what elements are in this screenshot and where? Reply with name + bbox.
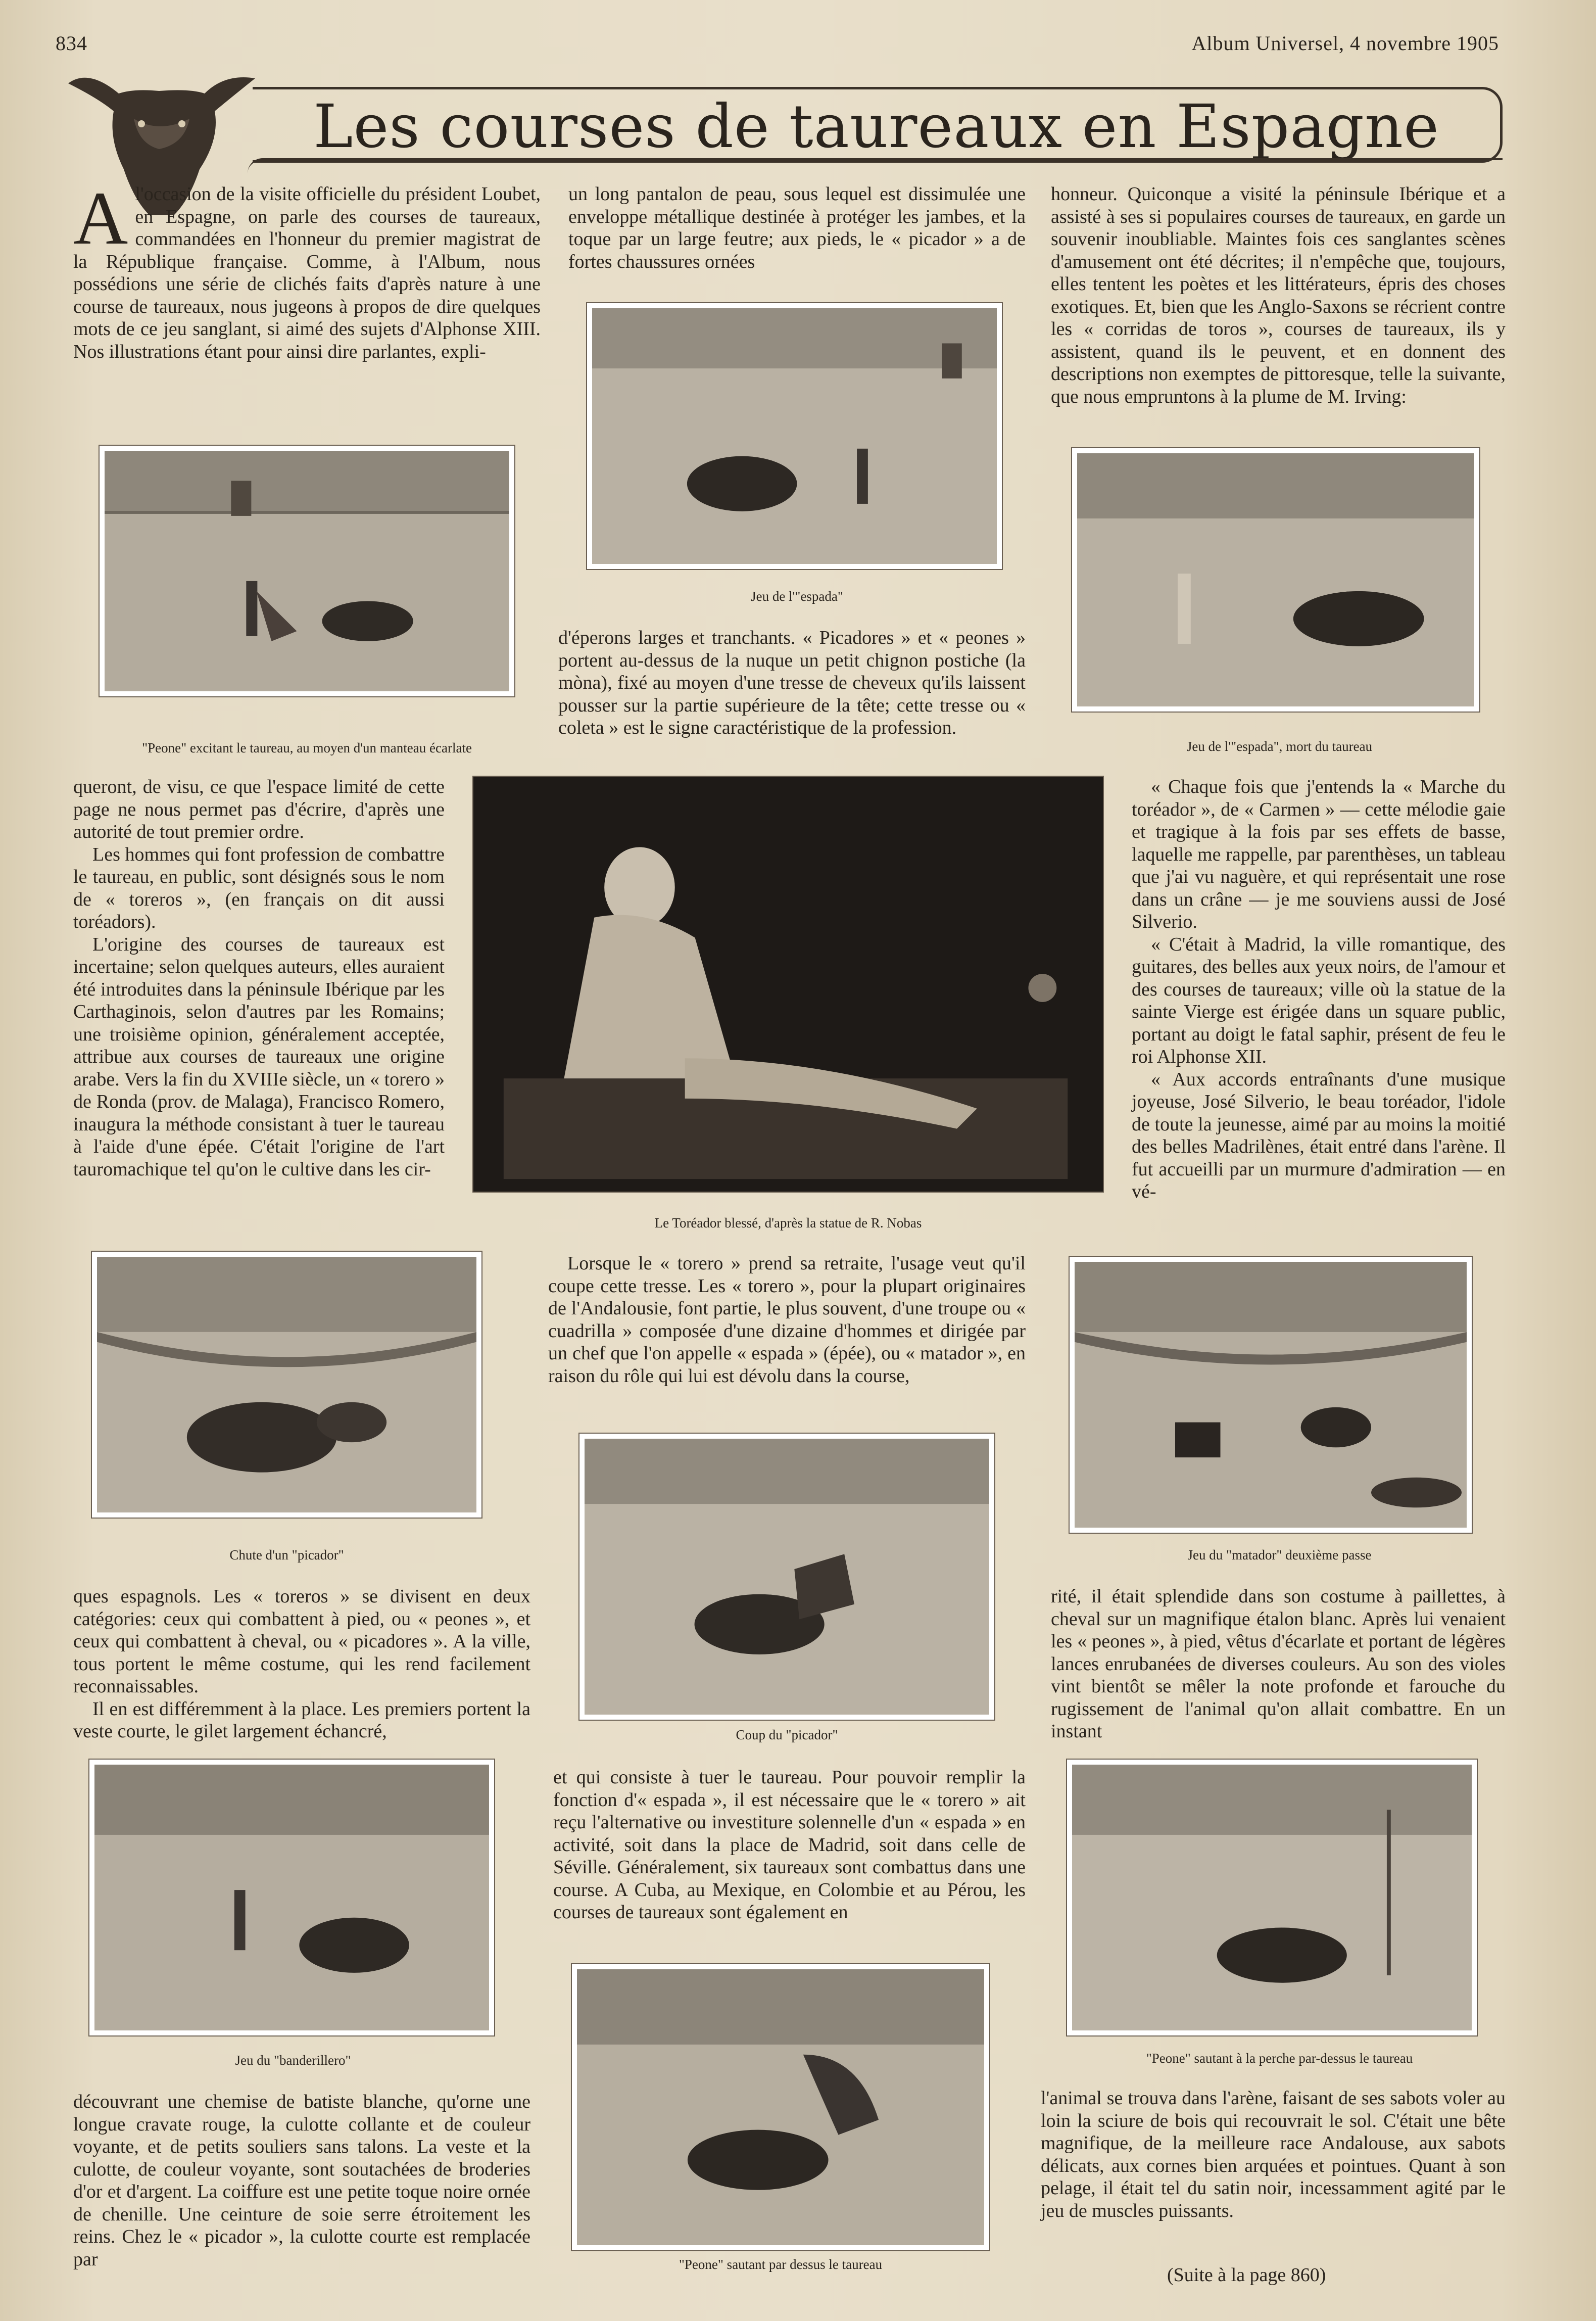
issue-date: Album Universel, 4 novembre 1905 — [1191, 32, 1499, 55]
column-left-third — [73, 1585, 530, 1747]
paragraph: Les hommes qui font profession de combattre le taureau, en public, sont désignés sous le nom de « toreros », (en français on dit aussi toréadors). — [73, 843, 445, 932]
caption: "Peone" sautant à la perche par-dessus le taureau — [1146, 2051, 1413, 2066]
photo-peone-manteau — [99, 445, 515, 697]
caption: Jeu de l'"espada", mort du taureau — [1186, 739, 1373, 754]
column-middle-first — [568, 183, 1026, 284]
paragraph: un long pantalon de peau, sous lequel est dissimulée une enveloppe métallique destinée à protéger les jambes, et la toque par un large feutre; aux pieds, le « picador » a de fortes chaussures ornées — [568, 183, 1026, 272]
column-right-first — [1051, 183, 1506, 436]
paragraph: ques espagnols. Les « toreros » se divisent en deux catégories: ceux qui combattent à pied, ou « peones », et ceux qui combattent à cheval, ou « picadores ». A la ville, tous portent le même costume, qui les rend facilement reconnaissables. — [73, 1586, 530, 1697]
caption: "Peone" sautant par dessus le taureau — [679, 2257, 883, 2272]
caption: "Peone" excitant le taureau, au moyen d'un manteau écarlate — [142, 740, 472, 755]
caption: Le Toréador blessé, d'après la statue de R. Nobas — [654, 1215, 922, 1230]
column-right-fourth — [1041, 2087, 1506, 2249]
photo-peone-saut — [571, 1963, 990, 2251]
paragraph: l'occasion de la visite officielle du président Loubet, en Espagne, on parle des courses de taureaux, commandées en l'honneur du premier magistrat de la République française. Comme, à l'Album, nous possédions une série de clichés faits d'après nature à une course de taureaux, nous jugeons à propos de dire quelques mots de ce jeu sanglant, si aimé des sujets d'Alphonse XIII. Nos illustrations étant pour ainsi dire parlantes, expli- — [73, 183, 541, 362]
title-frame — [253, 87, 1503, 163]
caption: Chute d'un "picador" — [229, 1547, 344, 1562]
paragraph: « Aux accords entraînants d'une musique joyeuse, José Silverio, le beau toréador, l'idole de toute la jeunesse, aimé par au moins la moitié des belles Madrilènes, était entré dans l'arène. Il fut accueilli par un murmure d'admiration — en vé- — [1132, 1068, 1506, 1202]
photo-banderillero — [88, 1759, 495, 2036]
paragraph: rité, il était splendide dans son costume à paillettes, à cheval sur un magnifique étalon blanc. Après lui venaient les « peones », à pied, vêtus d'écarlate et portant de légères lances enrubanées de diverses couleurs. Au son des violes vint bientôt se mêler la note profonde et farouche du rugissement de l'animal qu'on allait combattre. En un instant — [1051, 1586, 1506, 1742]
paragraph: Il en est différemment à la place. Les premiers portent la veste courte, le gilet largement échancré, — [73, 1698, 530, 1742]
paragraph: découvrant une chemise de batiste blanche, qu'orne une longue cravate rouge, la culotte collante et de couleur voyante, et de petits souliers sans talons. La veste et la culotte, de couleur voyante, sont soutachées de broderies d'or et d'argent. La coiffure est une petite toque noire ornée de chenille. Une ceinture de soie serre étroitement les reins. Chez le « picador », la culotte courte est remplacée par — [73, 2091, 530, 2270]
column-left-fourth — [73, 2091, 530, 2283]
photo-espada-mort — [1071, 447, 1480, 713]
continuation-note: (Suite à la page 860) — [1167, 2264, 1326, 2286]
photo-peone-perche — [1066, 1759, 1478, 2036]
column-right-second — [1132, 776, 1506, 1241]
column-left-intro — [73, 176, 541, 425]
column-middle-third — [548, 1252, 1026, 1424]
column-right-third — [1051, 1585, 1506, 1747]
paragraph: queront, de visu, ce que l'espace limité de cette page ne nous permet pas d'écrire, d'après une autorité de tout premier ordre. — [73, 776, 445, 842]
column-middle-second — [558, 627, 1026, 758]
photo-chute-picador — [91, 1251, 482, 1519]
paragraph: « C'était à Madrid, la ville romantique, des guitares, des belles aux yeux noirs, de l'amour et des courses de taureaux; ville où la statue de la sainte Vierge est érigée dans un square public, portant au doigt le fatal saphir, présent de feu le roi Alphonse XII. — [1132, 933, 1506, 1067]
paragraph: L'origine des courses de taureaux est incertaine; selon quelques auteurs, elles auraient été introduites dans la péninsule Ibérique par les Carthaginois, selon d'autres par les Romains; une troisième opinion, généralement acceptée, attribue aux courses de taureaux une origine arabe. Vers la fin du XVIIIe siècle, un « torero » de Ronda (prov. de Malaga), Francisco Romero, inaugura la méthode consistant à tuer le taureau à l'aide d'une épée. C'était l'origine de l'art tauromachique tel qu'on le cultive dans les cir- — [73, 933, 445, 1180]
column-middle-fourth — [553, 1766, 1026, 1958]
photo-toreador-blesse — [472, 776, 1104, 1193]
paragraph: Lorsque le « torero » prend sa retraite, l'usage veut qu'il coupe cette tresse. Les « torero », pour la plupart originaires de l'Andalousie, font partie, le plus souvent, d'une troupe ou « cuadrilla » composée d'une dizaine d'hommes et dirigée par un chef que l'on appelle « espada » (épée), ou « matador », en raison du rôle qui lui est dévolu dans la course, — [548, 1253, 1026, 1387]
caption: Jeu du "banderillero" — [235, 2053, 351, 2068]
paragraph: et qui consiste à tuer le taureau. Pour pouvoir remplir la fonction d'« espada », il est nécessaire que le « torero » ait reçu l'alternative ou investiture solennelle d'un « espada » en activité, soit dans la place de Madrid, soit dans celle de Séville. Généralement, six taureaux sont combattus dans une course. A Cuba, au Mexique, en Colombie et au Pérou, les courses de taureaux sont également en — [553, 1767, 1026, 1923]
photo-coup-picador — [578, 1433, 995, 1721]
page-number: 834 — [56, 32, 87, 55]
paragraph: honneur. Quiconque a visité la péninsule Ibérique et a assisté à ses si populaires courses de taureaux, en garde un souvenir inoubliable. Maintes fois ces sanglantes scènes d'amusement ont été décrites; il n'empêche que, toujours, elles tentent les poètes et les littérateurs, épris des choses exotiques. Et, bien que les Anglo-Saxons se récrient contre les « corridas de toros », courses de taureaux, ils y assistent, quand ils le peuvent, et en donnent des descriptions non exemptes de pittoresque, telle la suivante, que nous empruntons à la plume de M. Irving: — [1051, 183, 1506, 407]
column-left-second — [73, 776, 445, 1256]
article-title: Les courses de taureaux en Espagne — [313, 91, 1439, 161]
drop-cap: A — [73, 176, 128, 260]
caption: Jeu de l'"espada" — [751, 589, 843, 604]
caption: Coup du "picador" — [736, 1727, 838, 1742]
paragraph: d'éperons larges et tranchants. « Picadores » et « peones » portent au-dessus de la nuque un petit chignon postiche (la mòna), fixé au moyen d'une tresse de cheveux qu'ils laissent pousser sur la partie supérieure de la tête; cette tresse ou « coleta » est le signe caractéristique de la profession. — [558, 627, 1026, 738]
photo-jeu-espada — [586, 302, 1003, 570]
paragraph: l'animal se trouva dans l'arène, faisant de ses sabots voler au loin la sciure de bois qui recouvrait le sol. C'était une bête magnifique, de la meilleure race Andalouse, aux sabots délicats, aux cornes bien arquées et pointues. Quant à son pelage, il était tel du satin noir, incessamment agité par le jeu de muscles puissants. — [1041, 2088, 1506, 2221]
paragraph: « Chaque fois que j'entends la « Marche du toréador », de « Carmen » — cette mélodie gaie et tragique à la fois par ses effets de basse, laquelle me rappelle, par parenthèses, un tableau que j'ai vu naguère, et qui représentait une rose dans un crâne — je me souviens aussi de José Silverio. — [1132, 776, 1506, 932]
photo-matador-passe — [1069, 1256, 1473, 1534]
caption: Jeu du "matador" deuxième passe — [1187, 1547, 1372, 1562]
